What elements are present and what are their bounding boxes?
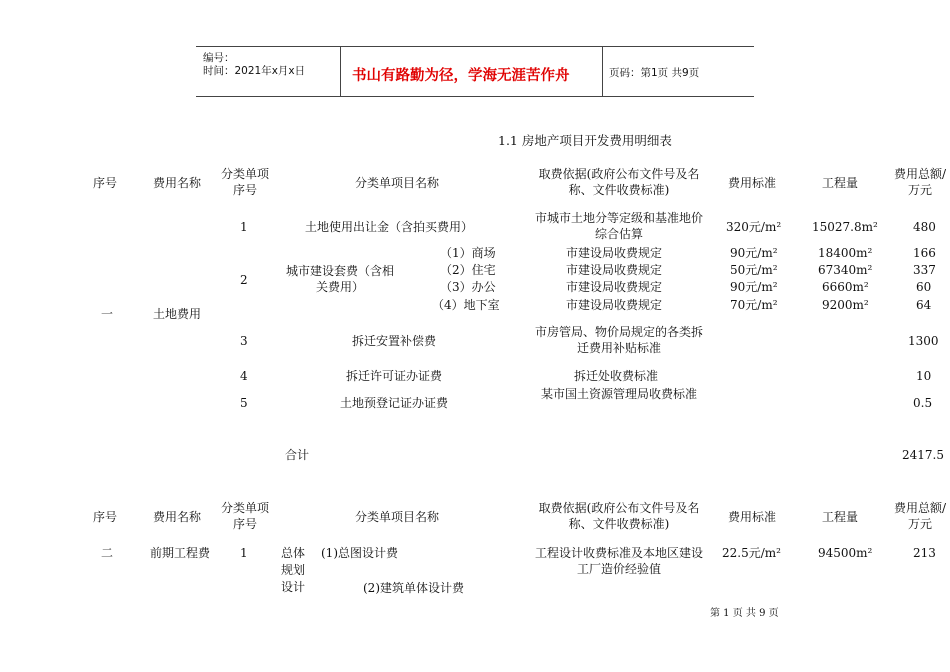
sub-item-total: 60: [916, 280, 932, 294]
sub-item-total: 166: [913, 246, 936, 260]
sub-item-standard: 70元/m²: [730, 298, 778, 312]
col-standard: 费用标准: [728, 176, 777, 190]
serial-number-label: 编号：: [203, 52, 235, 64]
row-sub-name: 土地预登记证办证费: [340, 396, 449, 410]
col-sub-seq: 分类单项序号: [221, 167, 270, 197]
sub-item-quantity: 9200m²: [822, 298, 869, 312]
section-seq: 一: [101, 307, 114, 321]
row-basis: 市房管局、物价局规定的各类拆迁费用补贴标准: [534, 325, 703, 355]
row-sub-seq: 1: [240, 220, 248, 234]
col-name: 费用名称: [153, 510, 202, 524]
row-total: 10: [916, 369, 932, 383]
row-sub-name: 城市建设套费（含相关费用）: [285, 264, 394, 294]
row-sub-name: 拆迁许可证办证费: [346, 369, 443, 383]
col-name: 费用名称: [153, 176, 202, 190]
row-sub-seq: 2: [240, 273, 248, 287]
row-basis: 某市国土资源管理局收费标准: [540, 387, 697, 401]
sub-item-label: （2）住宅: [440, 263, 496, 277]
row-total: 480: [913, 220, 936, 234]
row-sub-seq: 3: [240, 334, 248, 348]
col-sub-name: 分类单项目名称: [355, 176, 440, 190]
row-total: 213: [913, 546, 936, 560]
subtotal-label: 合计: [285, 448, 310, 462]
sub-item-basis: 市建设局收费规定: [566, 280, 663, 294]
sub-item-standard: 90元/m²: [730, 280, 778, 294]
sub-item-total: 64: [916, 298, 932, 312]
col-quantity: 工程量: [822, 176, 859, 190]
col-total: 费用总额/万元: [893, 167, 947, 197]
sub-item-total: 337: [913, 263, 936, 277]
document-title: 1.1 房地产项目开发费用明细表: [498, 133, 672, 148]
row-sub-name: 拆迁安置补偿费: [352, 334, 437, 348]
row-standard: 22.5元/m²: [722, 546, 781, 560]
sub-item-label: （4）地下室: [432, 298, 500, 312]
row-sub-seq: 4: [240, 369, 248, 383]
sub-item-standard: 90元/m²: [730, 246, 778, 260]
sub-item-label: （3）办公: [440, 280, 496, 294]
sub-item-label: （1）商场: [440, 246, 496, 260]
sub-item-quantity: 6660m²: [822, 280, 869, 294]
sub-item-basis: 市建设局收费规定: [566, 298, 663, 312]
row-item-1: (1)总图设计费: [321, 546, 398, 560]
section-seq: 二: [101, 546, 114, 560]
col-standard: 费用标准: [728, 510, 777, 524]
row-basis: 工程设计收费标准及本地区建设工厂造价经验值: [534, 546, 703, 576]
row-sub-name: 土地使用出让金（含拍买费用）: [305, 220, 474, 234]
row-total: 1300: [908, 334, 939, 348]
row-sub-seq: 5: [240, 396, 248, 410]
sub-item-quantity: 67340m²: [818, 263, 873, 277]
section-name: 前期工程费: [150, 546, 211, 560]
motto-text: 书山有路勤为径，学海无涯苦作舟: [352, 67, 570, 84]
col-quantity: 工程量: [822, 510, 859, 524]
sub-item-standard: 50元/m²: [730, 263, 778, 277]
sub-item-quantity: 18400m²: [818, 246, 873, 260]
col-total: 费用总额/万元: [893, 501, 947, 531]
col-basis: 取费依据(政府公布文件号及名称、文件收费标准): [538, 501, 700, 531]
col-sub-seq: 分类单项序号: [221, 501, 270, 531]
subtotal-value: 2417.5: [902, 448, 944, 462]
sub-item-basis: 市建设局收费规定: [566, 246, 663, 260]
page-footer: 第 1 页 共 9 页: [710, 608, 779, 619]
sub-item-basis: 市建设局收费规定: [566, 263, 663, 277]
col-seq: 序号: [93, 176, 118, 190]
row-item-2: (2)建筑单体设计费: [363, 581, 464, 595]
page-code-label: 页码：第1页 共9页: [609, 67, 700, 79]
row-basis: 拆迁处收费标准: [574, 369, 659, 383]
col-basis: 取费依据(政府公布文件号及名称、文件收费标准): [538, 167, 700, 197]
row-group-name: 总体规划设计: [281, 546, 306, 594]
col-seq: 序号: [93, 510, 118, 524]
row-quantity: 15027.8m²: [812, 220, 878, 234]
col-sub-name: 分类单项目名称: [355, 510, 440, 524]
row-sub-seq: 1: [240, 546, 248, 560]
row-total: 0.5: [913, 396, 933, 410]
section-name: 土地费用: [153, 307, 202, 321]
row-quantity: 94500m²: [818, 546, 873, 560]
row-basis: 市城市土地分等定级和基准地价综合估算: [534, 211, 703, 241]
date-label: 时间：2021年x月x日: [203, 65, 306, 77]
row-standard: 320元/m²: [726, 220, 782, 234]
